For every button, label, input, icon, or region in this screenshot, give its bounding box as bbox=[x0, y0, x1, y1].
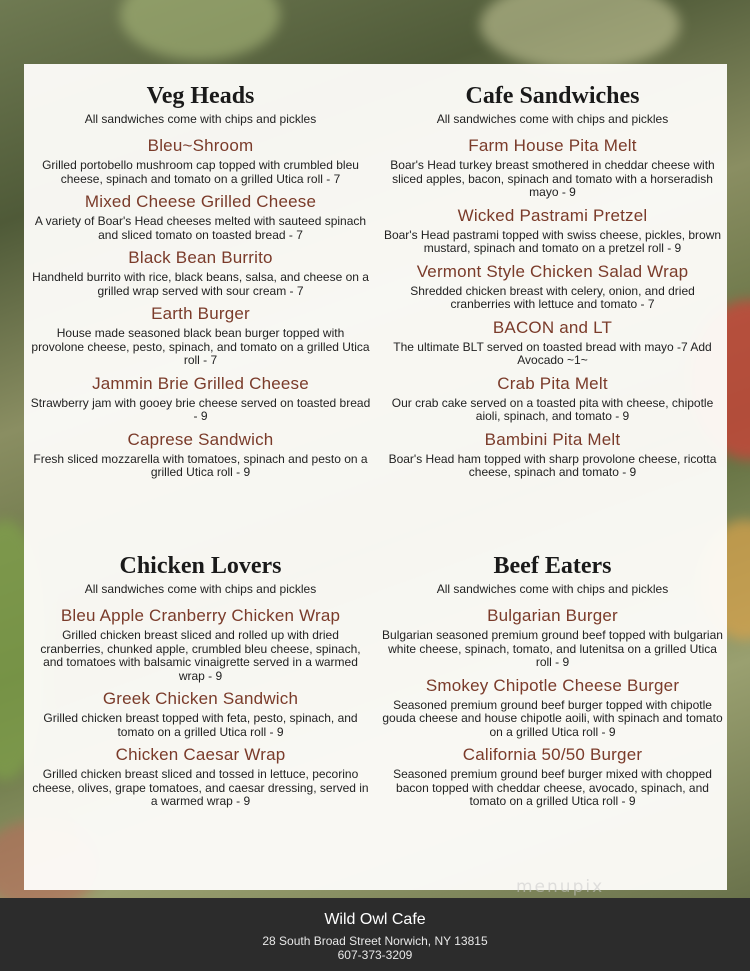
menu-item bbox=[26, 303, 375, 368]
section-subtitle: All sandwiches come with chips and pickles bbox=[436, 582, 669, 596]
menu-item bbox=[26, 247, 375, 298]
menu-item bbox=[378, 205, 727, 256]
section-subtitle: All sandwiches come with chips and pickles bbox=[84, 582, 317, 596]
menu-item bbox=[26, 373, 375, 424]
item-name: California 50/50 Burger bbox=[462, 745, 643, 764]
menu-item bbox=[26, 605, 375, 683]
footer bbox=[0, 898, 750, 971]
item-name: Bulgarian Burger bbox=[487, 606, 618, 625]
background-decoration bbox=[120, 0, 280, 60]
menu-item bbox=[378, 605, 727, 670]
menu-item bbox=[26, 688, 375, 739]
cafe-phone: 607-373-3209 bbox=[337, 948, 413, 962]
item-description: Shredded chicken breast with celery, onion, and dried cranberries with lettuce and tomato - 7 bbox=[410, 283, 695, 311]
menu-item bbox=[378, 261, 727, 312]
item-name: Vermont Style Chicken Salad Wrap bbox=[416, 261, 689, 281]
item-description: Fresh sliced mozzarella with tomatoes, spinach and pesto on a grilled Utica roll - 9 bbox=[33, 451, 368, 479]
menu-item bbox=[26, 135, 375, 186]
cafe-address: 28 South Broad Street Norwich, NY 13815 bbox=[262, 934, 488, 948]
item-name: Smokey Chipotle Cheese Burger bbox=[425, 675, 680, 695]
menu-item bbox=[378, 373, 727, 424]
menu-item bbox=[378, 135, 727, 200]
menu-item bbox=[26, 744, 375, 809]
item-name: Caprese Sandwich bbox=[127, 429, 274, 449]
menu-item bbox=[378, 317, 727, 368]
menu-item bbox=[378, 429, 727, 480]
section-chicken-lovers bbox=[26, 552, 375, 814]
item-name: Crab Pita Melt bbox=[497, 373, 608, 393]
menu-item bbox=[26, 429, 375, 480]
menu-item bbox=[378, 744, 727, 809]
item-description: A variety of Boar's Head cheeses melted with sauteed spinach and sliced tomato on toasted bread - 7 bbox=[34, 214, 367, 242]
section-beef-eaters bbox=[378, 552, 727, 814]
section-title: Veg Heads bbox=[146, 83, 255, 109]
item-description: Strawberry jam with gooey brie cheese served on toasted bread - 9 bbox=[30, 395, 371, 423]
section-veg-heads bbox=[26, 82, 375, 485]
background-decoration bbox=[480, 0, 680, 70]
item-description: Boar's Head turkey breast smothered in cheddar cheese with sliced apples, bacon, spinach and tomato with a horseradish mayo - 9 bbox=[390, 158, 715, 199]
item-description: Boar's Head ham topped with sharp provolone cheese, ricotta cheese, spinach and tomato - 9 bbox=[388, 451, 717, 479]
cafe-name: Wild Owl Cafe bbox=[324, 911, 426, 928]
item-name: Jammin Brie Grilled Cheese bbox=[92, 373, 309, 393]
section-subtitle: All sandwiches come with chips and pickles bbox=[436, 112, 669, 126]
item-description: Bulgarian seasoned premium ground beef topped with bulgarian white cheese, spinach, tomato, and lutenitsa on a grilled Utica roll - 9 bbox=[382, 628, 723, 669]
watermark-logo: menupix bbox=[516, 877, 605, 897]
item-description: Grilled chicken breast topped with feta, pesto, spinach, and tomato on a grilled Utica roll - 9 bbox=[43, 711, 358, 739]
item-name: Bleu~Shroom bbox=[147, 136, 254, 155]
item-name: Black Bean Burrito bbox=[128, 248, 273, 267]
item-name: Bambini Pita Melt bbox=[484, 429, 621, 449]
item-name: BACON and LT bbox=[492, 317, 613, 337]
item-description: Grilled portobello mushroom cap topped with crumbled bleu cheese, spinach and tomato on a grilled Utica roll - 7 bbox=[42, 158, 359, 186]
item-description: Grilled chicken breast sliced and tossed in lettuce, pecorino cheese, olives, grape tomatoes, and caesar dressing, served in a warmed wrap - 9 bbox=[32, 767, 369, 808]
menu-item bbox=[378, 675, 727, 740]
item-description: Seasoned premium ground beef burger topped with chipotle gouda cheese and house chipotle aoili, with spinach and tomato on a grilled Utica roll - 9 bbox=[382, 697, 723, 739]
item-description: House made seasoned black bean burger topped with provolone cheese, pesto, spinach, and tomato on a grilled Utica roll - 7 bbox=[31, 326, 370, 367]
menu-item bbox=[26, 191, 375, 242]
section-title: Cafe Sandwiches bbox=[465, 83, 640, 109]
item-description: Grilled chicken breast sliced and rolled up with dried cranberries, chunked apple, crumbled bleu cheese, spinach, and tomatoes with balsamic vinaigrette served in a warmed wrap - 9 bbox=[40, 628, 361, 683]
item-name: Mixed Cheese Grilled Cheese bbox=[84, 192, 317, 211]
item-description: Boar's Head pastrami topped with swiss cheese, pickles, brown mustard, spinach and tomato on a pretzel roll - 9 bbox=[383, 227, 722, 255]
item-description: Seasoned premium ground beef burger mixed with chopped bacon topped with cheddar cheese, avocado, spinach, and tomato on a grilled Utica roll - 9 bbox=[393, 767, 712, 808]
menu-panel bbox=[24, 64, 727, 890]
item-name: Greek Chicken Sandwich bbox=[102, 689, 299, 708]
section-cafe-sandwiches bbox=[378, 82, 727, 485]
item-description: The ultimate BLT served on toasted bread with mayo -7 Add Avocado ~1~ bbox=[393, 339, 712, 367]
item-name: Chicken Caesar Wrap bbox=[115, 745, 286, 764]
section-subtitle: All sandwiches come with chips and pickles bbox=[84, 112, 317, 126]
item-description: Handheld burrito with rice, black beans, salsa, and cheese on a grilled wrap served with sour cream - 7 bbox=[32, 270, 369, 298]
item-name: Earth Burger bbox=[151, 304, 250, 323]
item-name: Farm House Pita Melt bbox=[468, 136, 637, 155]
section-title: Chicken Lovers bbox=[119, 553, 282, 579]
section-title: Beef Eaters bbox=[493, 553, 612, 579]
item-description: Our crab cake served on a toasted pita with cheese, chipotle aioli, spinach, and tomato - 9 bbox=[391, 395, 714, 423]
item-name: Bleu Apple Cranberry Chicken Wrap bbox=[60, 606, 341, 625]
item-name: Wicked Pastrami Pretzel bbox=[457, 205, 648, 225]
